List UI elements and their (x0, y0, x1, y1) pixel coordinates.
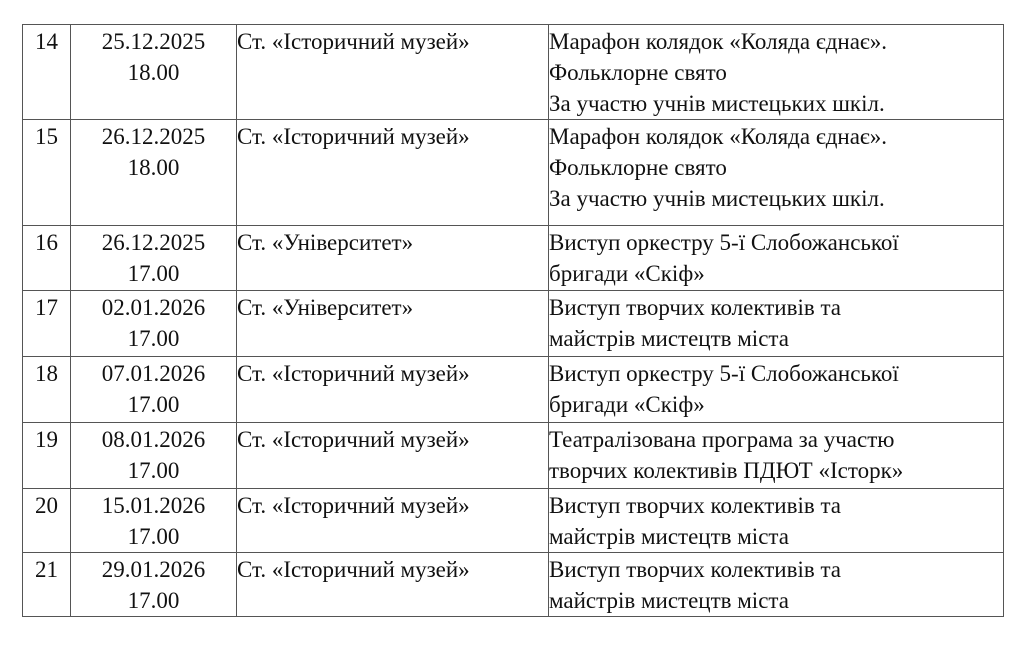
venue-cell: Ст. «Історичний музей» (237, 120, 549, 226)
event-date: 25.12.2025 (101, 29, 206, 54)
event-line: За участю учнів мистецьких шкіл. (549, 186, 885, 211)
event-time: 18.00 (127, 60, 180, 85)
event-line: Виступ оркестру 5-ї Слобожанської (549, 361, 899, 386)
events-schedule-table (22, 24, 1004, 617)
row-number: 18 (23, 357, 71, 423)
event-date: 26.12.2025 (101, 230, 206, 255)
event-line: творчих колективів ПДЮТ «Історк» (549, 458, 904, 483)
event-description-cell (549, 489, 1004, 553)
date-time-cell (71, 489, 237, 553)
row-number: 14 (23, 25, 71, 120)
date-time-cell (71, 226, 237, 291)
event-line: Марафон колядок «Коляда єднає». (549, 29, 888, 54)
event-line: Виступ творчих колективів та (549, 295, 841, 320)
event-date: 15.01.2026 (101, 493, 206, 518)
event-time: 18.00 (127, 155, 180, 180)
venue-cell: Ст. «Історичний музей» (237, 357, 549, 423)
event-time: 17.00 (127, 392, 180, 417)
row-number: 21 (23, 553, 71, 617)
event-line: майстрів мистецтв міста (549, 524, 789, 549)
venue-cell: Ст. «Університет» (237, 291, 549, 357)
event-line: майстрів мистецтв міста (549, 326, 789, 351)
venue-cell: Ст. «Історичний музей» (237, 489, 549, 553)
date-time-cell (71, 553, 237, 617)
event-line: Фольклорне свято (549, 155, 727, 180)
event-time: 17.00 (127, 588, 180, 613)
table-row (23, 423, 1004, 489)
row-number: 15 (23, 120, 71, 226)
date-time-cell (71, 357, 237, 423)
date-time-cell (71, 120, 237, 226)
event-line: майстрів мистецтв міста (549, 588, 789, 613)
event-time: 17.00 (127, 524, 180, 549)
event-line: За участю учнів мистецьких шкіл. (549, 91, 885, 116)
table-row (23, 553, 1004, 617)
row-number: 19 (23, 423, 71, 489)
event-line: Театралізована програма за участю (549, 427, 895, 452)
table-row (23, 357, 1004, 423)
event-line: Марафон колядок «Коляда єднає». (549, 124, 888, 149)
table-row (23, 226, 1004, 291)
event-description-cell (549, 423, 1004, 489)
event-description-cell (549, 120, 1004, 226)
event-time: 17.00 (127, 261, 180, 286)
event-date: 29.01.2026 (101, 557, 206, 582)
venue-cell: Ст. «Університет» (237, 226, 549, 291)
venue-cell: Ст. «Історичний музей» (237, 553, 549, 617)
event-date: 07.01.2026 (101, 361, 206, 386)
table-row (23, 25, 1004, 120)
table-row (23, 489, 1004, 553)
date-time-cell (71, 423, 237, 489)
event-description-cell (549, 291, 1004, 357)
event-time: 17.00 (127, 326, 180, 351)
event-description-cell (549, 25, 1004, 120)
event-line: Виступ творчих колективів та (549, 557, 841, 582)
row-number: 16 (23, 226, 71, 291)
event-date: 26.12.2025 (101, 124, 206, 149)
venue-cell: Ст. «Історичний музей» (237, 25, 549, 120)
event-line: Виступ творчих колективів та (549, 493, 841, 518)
date-time-cell (71, 291, 237, 357)
event-time: 17.00 (127, 458, 180, 483)
event-description-cell (549, 226, 1004, 291)
event-line: бригади «Скіф» (549, 261, 705, 286)
event-line: Виступ оркестру 5-ї Слобожанської (549, 230, 899, 255)
event-line: Фольклорне свято (549, 60, 727, 85)
venue-cell: Ст. «Історичний музей» (237, 423, 549, 489)
event-line: бригади «Скіф» (549, 392, 705, 417)
event-description-cell (549, 357, 1004, 423)
event-date: 02.01.2026 (101, 295, 206, 320)
row-number: 20 (23, 489, 71, 553)
table-row (23, 291, 1004, 357)
table-row (23, 120, 1004, 226)
event-date: 08.01.2026 (101, 427, 206, 452)
date-time-cell (71, 25, 237, 120)
row-number: 17 (23, 291, 71, 357)
event-description-cell (549, 553, 1004, 617)
